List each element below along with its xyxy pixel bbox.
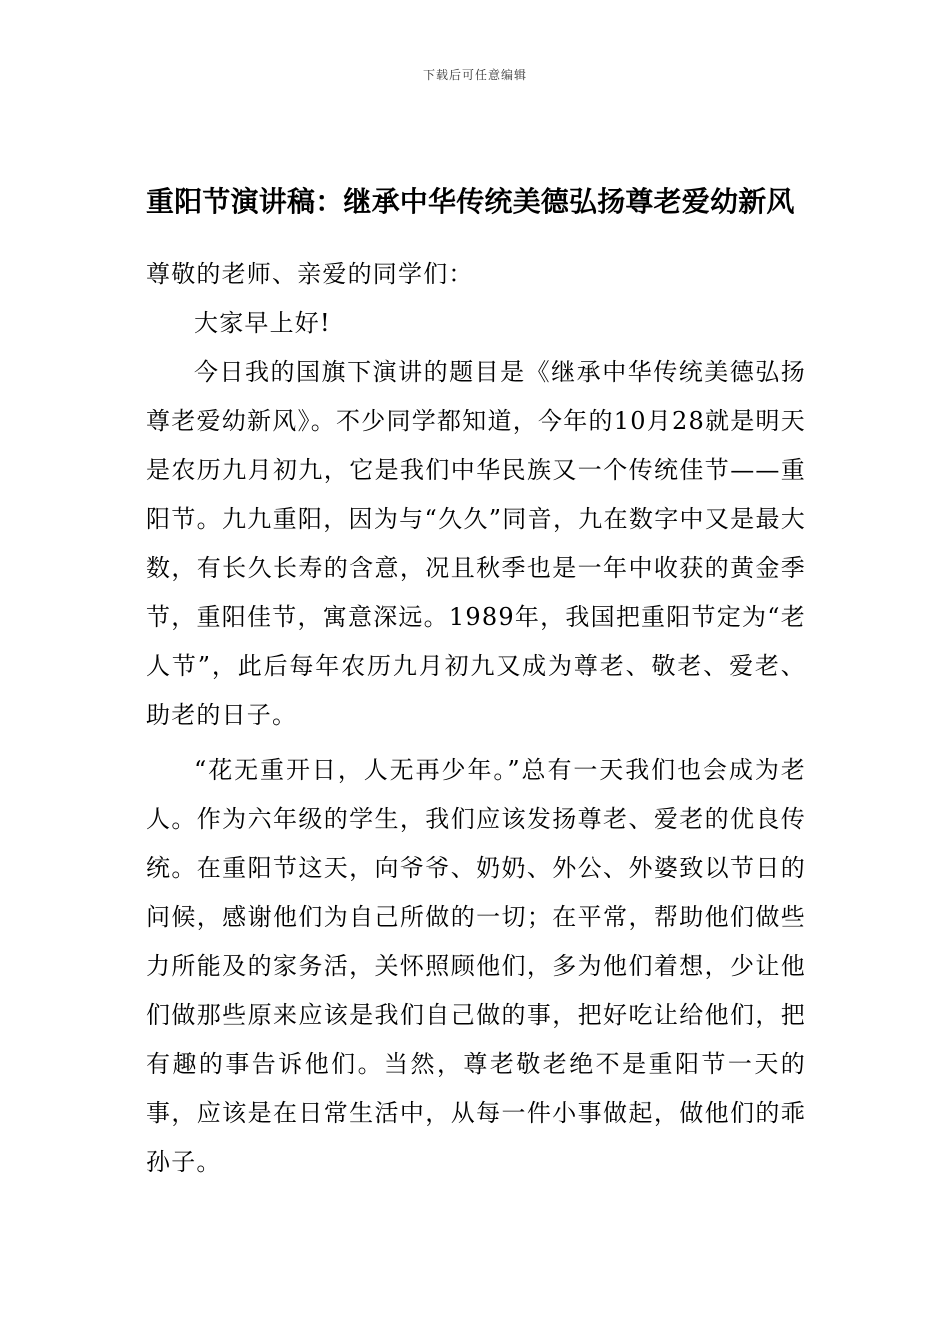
paragraph-greeting: 大家早上好! (194, 309, 331, 337)
salutation: 尊敬的老师、亲爱的同学们： (146, 260, 474, 288)
document-title: 重阳节演讲稿：继承中华传统美德弘扬尊老爱幼新风 (146, 185, 795, 218)
document-body (146, 250, 806, 1187)
header-note: 下载后可任意编辑 (422, 68, 527, 82)
paragraph-respect-elders: “花无重开日，人无再少年。”总有一天我们也会成为老人。作为六年级的学生，我们应该发扬尊老、爱老的优良传统。在重阳节这天，向爷爷、奶奶、外公、外婆致以节日的问候，感谢他们为自己所做的一切；在平常，帮助他们做些力所能及的家务活，关怀照顾他们，多为他们着想，少让他们做那些原来应该是我们自己做的事，把好吃让给他们，把有趣的事告诉他们。当然，尊老敬老绝不是重阳节一天的事，应该是在日常生活中，从每一件小事做起，做他们的乖孙子。 (146, 756, 806, 1176)
paragraph-topic: 今日我的国旗下演讲的题目是《继承中华传统美德弘扬尊老爱幼新风》。不少同学都知道，今年的10月28就是明天是农历九月初九，它是我们中华民族又一个传统佳节——重阳节。九九重阳，因为与“久久”同音，九在数字中又是最大数，有长久长寿的含意，况且秋季也是一年中收获的黄金季节，重阳佳节，寓意深远。1989年，我国把重阳节定为“老人节”，此后每年农历九月初九又成为尊老、敬老、爱老、助老的日子。 (146, 358, 806, 729)
